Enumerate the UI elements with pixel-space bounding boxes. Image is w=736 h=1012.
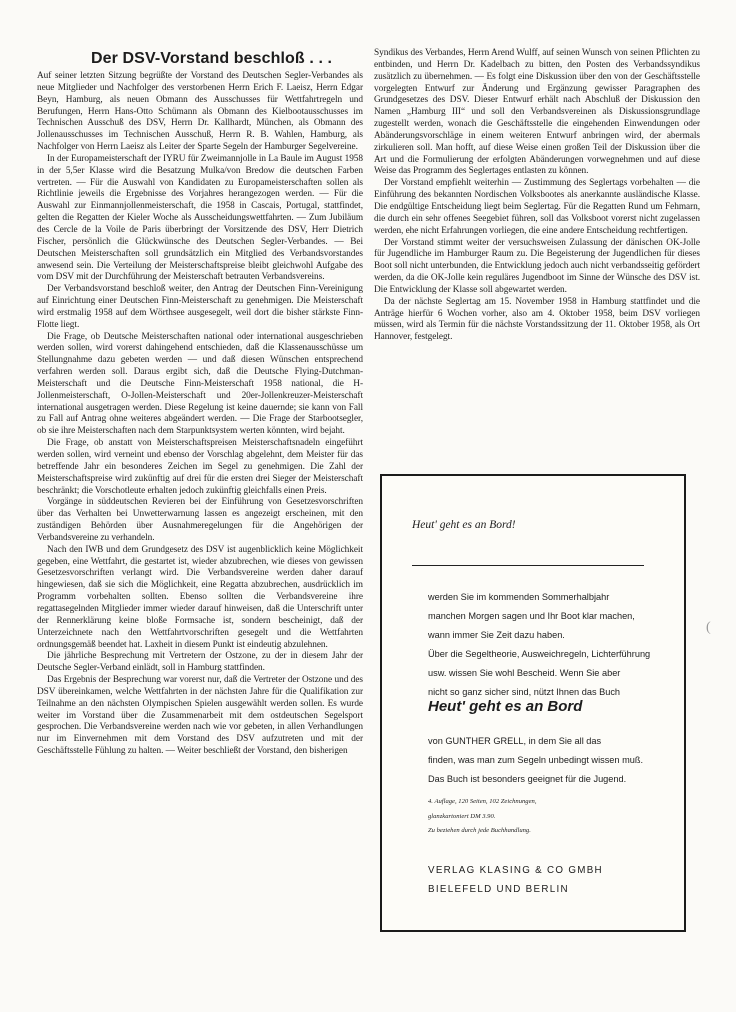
ad-detail-line: 4. Auflage, 120 Seiten, 102 Zeichnungen, — [428, 798, 537, 805]
article-right-column — [374, 48, 700, 344]
ad-heading: Heut' geht es an Bord! — [412, 519, 516, 531]
ad-line: von GUNTHER GRELL, in dem Sie all das — [428, 736, 602, 746]
ad-body — [428, 588, 678, 702]
article-paragraph: In der Europameisterschaft der IYRU für Zweimannjolle in La Baule im August 1958 in der 5,5er Klasse wird die Besatzung Mulka/von Bredow die deutschen Farben vertreten. — Für die Auswahl von Kandidaten zu Europameisterschaften sollen als Richtlinie jeweils die Ergebnisse des Vorjahres herangezogen werden. — Für die Auswahl zur Einmannjollenmeisterschaft, die 1958 in Cascais, Portugal, stattfindet, gelten die Regatten der Kieler Woche als Ausscheidungswettfahrten. — Zum Jubiläum des Cercle de la Voile de Paris überbringt der Vorsitzende des DSV, Herr Dietrich Fischer, persönlich die Glückwünsche des Deutschen Segler-Verbandes. — Bei Deutschen Meisterschaften soll grundsätzlich ein Mitglied des Verbandsvorstandes anwesend sein. Die Verteilung der Meisterschaftspreise bleibt gleichwohl Aufgabe des vom DSV mit der Durchführung der Meisterschaft betrauten Verbandsvereins. — [37, 153, 363, 283]
ad-book-title: Heut' geht es an Bord — [428, 698, 583, 715]
ad-divider — [412, 565, 644, 566]
ad-detail-line: Zu beziehen durch jede Buchhandlung. — [428, 827, 531, 834]
article-paragraph: Der Vorstand stimmt weiter der versuchsweisen Zulassung der dänischen OK-Jolle für Jugendliche im Hamburger Raum zu. Die Begeisterung der Jugendlichen für dieses Boot soll nicht unterbunden, die Entwicklung jedoch auch nicht verbandsseitig gefördert werden, da die OK-Jolle kein reguläres Jugendboot im Sinne der Wünsche des DSV ist. Die Entwicklung der Klasse soll abgewartet werden. — [374, 237, 700, 295]
article-paragraph: Auf seiner letzten Sitzung begrüßte der Vorstand des Deutschen Segler-Verbandes als neue Mitglieder und Nachfolger des verstorbenen Herrn Erich F. Laeisz, Herrn Edgar Beyn, Hamburg, als neuen Obmann des Ausschusses für Wettfahrtregeln und Berufungen, Herrn Hans-Otto Schümann als Obmann des Kielbootausschusses im Technischen Ausschuß des DSV, Herrn Dr. Kallhardt, München, als Obmann des Jollenausschusses im Technischen Ausschuß, Herrn R. B. Wahlen, Hamburg, als Nachfolger von Herrn Laeisz als Leiter der Sparte Segeln der Hamburger Segelvereine. — [37, 71, 363, 153]
article-paragraph: Die Frage, ob Deutsche Meisterschaften national oder international ausgeschrieben werden sollen, wird vorerst dahingehend entschieden, daß die Klassenausschüsse um Stellungnahme dazu gebeten werden — und daß diesen Wünschen entsprechend verfahren werden soll. Daraus ergibt sich, daß die Deutsche Flying-Dutchman-Meisterschaft und die Deutsche Finn-Meisterschaft 1958 national, die H-Jollenmeisterschaft, O-Jollen-Meisterschaft und 20er-Jollenkreuzer-Meisterschaft international ausgetragen werden. Diese Regelung ist keine dauernde; sie kann von Fall zu Fall auf Antrag ohne weiteres abgeändert werden. — Die Frage der Starbootsegler, ob sie ihre Meisterschaften nach dem Starpunktsystem werten könnten, wird bejaht. — [37, 331, 363, 437]
ad-line: Das Buch ist besonders geeignet für die Jugend. — [428, 774, 627, 784]
ad-line: manchen Morgen sagen und Ihr Boot klar machen, — [428, 611, 635, 621]
article-paragraph: Die Frage, ob anstatt von Meisterschaftspreisen Meisterschaftsnadeln eingeführt werden sollen, wird verneint und ebenso der Vorschlag abgelehnt, dem Meister für das betreffende Jahr ein besonderes Zeichen im Segel zu genehmigen. Die Zahl der Meisterschaftspreise wird zukünftig auf drei für die ersten drei Sieger der Meisterschaft beschränkt; die Vorschotleute erhalten jedoch zukünftig gleichfalls einen Preis. — [37, 438, 363, 496]
ad-line: usw. wissen Sie wohl Bescheid. Wenn Sie aber — [428, 668, 621, 678]
ad-publisher — [428, 861, 603, 899]
article-paragraph: Syndikus des Verbandes, Herrn Arend Wulff, auf seinen Wunsch von seinen Pflichten zu entbinden, und Herrn Dr. Kadelbach zu bitten, den Posten des Verbandssyndikus zusätzlich zu übernehmen. — Es folgt eine Diskussion über den von der Geschäftsstelle vorgelegten Entwurf zur Änderung und Ergänzung gewisser Paragraphen des Grundgesetzes des DSV. Dieser Entwurf erhält nach Abschluß der Diskussion den Namen „Hamburg III“ und soll den Verbandsvereinen als Diskussionsgrundlage zugestellt werden, wonach die Geschäftsstelle die eingehenden Einwendungen oder Abänderungsvorschläge in einem weiteren Entwurf anbringen wird, der abermals zirkulieren soll. Man hofft, auf diese Weise einen großen Teil der Diskussion über die Art und die Formulierung der erfolgten Abänderungen vorwegnehmen und auf diese Weise das Programm des Seglertages entlasten zu können. — [374, 48, 700, 177]
article-paragraph: Der Verbandsvorstand beschloß weiter, den Antrag der Deutschen Finn-Vereinigung auf Einrichtung einer Deutschen Finn-Meisterschaft zu genehmigen. Die Meisterschaft wird erstmalig 1958 auf dem Wörthsee ausgesegelt, weil dort die bisher stärkste Finn-Flotte liegt. — [37, 284, 363, 330]
book-advertisement — [380, 474, 686, 932]
article-left-column — [37, 50, 363, 758]
article-paragraph: Der Vorstand empfiehlt weiterhin — Zustimmung des Seglertags vorbehalten — die Einführung des bekannten Nordischen Volksbootes als anerkannte ausländische Klasse. Die endgültige Entscheidung liegt beim Seglertag. Für die Regatten Rund um Fehmarn, die durch ein sehr offenes Seegebiet führen, soll das Volksboot vorerst nicht zugelassen werden, ehe nicht Erfahrungen vorliegen, die eine andere Entscheidung rechtfertigen. — [374, 178, 700, 236]
ad-line: nicht so ganz sicher sind, nützt Ihnen das Buch — [428, 687, 621, 697]
article-paragraph: Vorgänge in süddeutschen Revieren bei der Einführung von Gesetzesvorschriften über das Verhalten bei Unwetterwarnung lassen es angezeigt erscheinen, mit den zuständigen Behörden über Ausnahmeregelungen für die Angehörigen der Verbandsvereine zu verhandeln. — [37, 497, 363, 543]
ad-line: werden Sie im kommenden Sommerhalbjahr — [428, 592, 610, 602]
ad-details — [428, 795, 536, 839]
article-headline: Der DSV-Vorstand beschloß . . . — [91, 50, 333, 67]
article-paragraph: Das Ergebnis der Besprechung war vorerst nur, daß die Vertreter der Ostzone und des DSV übereinkamen, welche Wettfahrten in der nächsten Jahre für die Qualifikation zur Teilnahme an den nächsten Olympischen Spielen ausgewählt werden sollen. Es wurde weiter im Vorstand über die Zusammenarbeit mit dem ostdeutschen Segelsport gesprochen. Die Verbandsvereine werden nach wie vor gebeten, in allen Verhandlungen nur im Einvernehmen mit dem Vorstand des DSV aufzutreten und mit der Geschäftsstelle Fühlung zu halten. — Weiter beschließt der Vorstand, den bisherigen — [37, 675, 363, 757]
ad-line: finden, was man zum Segeln unbedingt wissen muß. — [428, 755, 644, 765]
article-paragraph: Nach den IWB und dem Grundgesetz des DSV ist augenblicklich keine Möglichkeit gegeben, eine Wettfahrt, die gestartet ist, wieder abzubrechen, wie dieses von gewissen Gesetzesvorschriften verlangt wird. Die Verbandsvereine werden daher darauf hingewiesen, daß sie sich die Möglichkeit, eine Regatta abzubrechen, ausdrücklich im Programm vorbehalten sollten. Ebenso sollten die Verbandsvereine ihre regattasegelnden Mitglieder immer wieder darauf hinweisen, daß die Unterschrift unter der Rennerklärung keine bloße Formsache ist, sondern bescheinigt, daß der Unterzeichnete nach den Wettfahrtvorschriften gesegelt und die Wettfahrten ordnungsgemäß beendet hat. Laxheit in diesem Punkt ist eindeutig abzulehnen. — [37, 544, 363, 650]
article-paragraph: Da der nächste Seglertag am 15. November 1958 in Hamburg stattfindet und die Anträge hierfür 6 Wochen vorher, also am 4. Oktober 1958, beim DSV vorliegen müssen, wird als Termin für die nächste Vorstandssitzung der 11. Oktober 1958, als Ort Hannover, festgelegt. — [374, 296, 700, 343]
ad-body-2 — [428, 732, 678, 789]
ad-line: wann immer Sie Zeit dazu haben. — [428, 630, 565, 640]
article-paragraph: Die jährliche Besprechung mit Vertretern der Ostzone, zu der in diesem Jahr der Deutsche Segler-Verband einlädt, soll in Hamburg stattfinden. — [37, 651, 363, 674]
publisher-name: VERLAG KLASING & CO GMBH — [428, 865, 603, 876]
ad-detail-line: glanzkartoniert DM 3.90. — [428, 812, 496, 820]
ad-line: Über die Segeltheorie, Ausweichregeln, Lichterführung — [428, 649, 651, 659]
page-edge-mark: ( — [706, 620, 711, 635]
publisher-location: BIELEFELD UND BERLIN — [428, 884, 569, 895]
